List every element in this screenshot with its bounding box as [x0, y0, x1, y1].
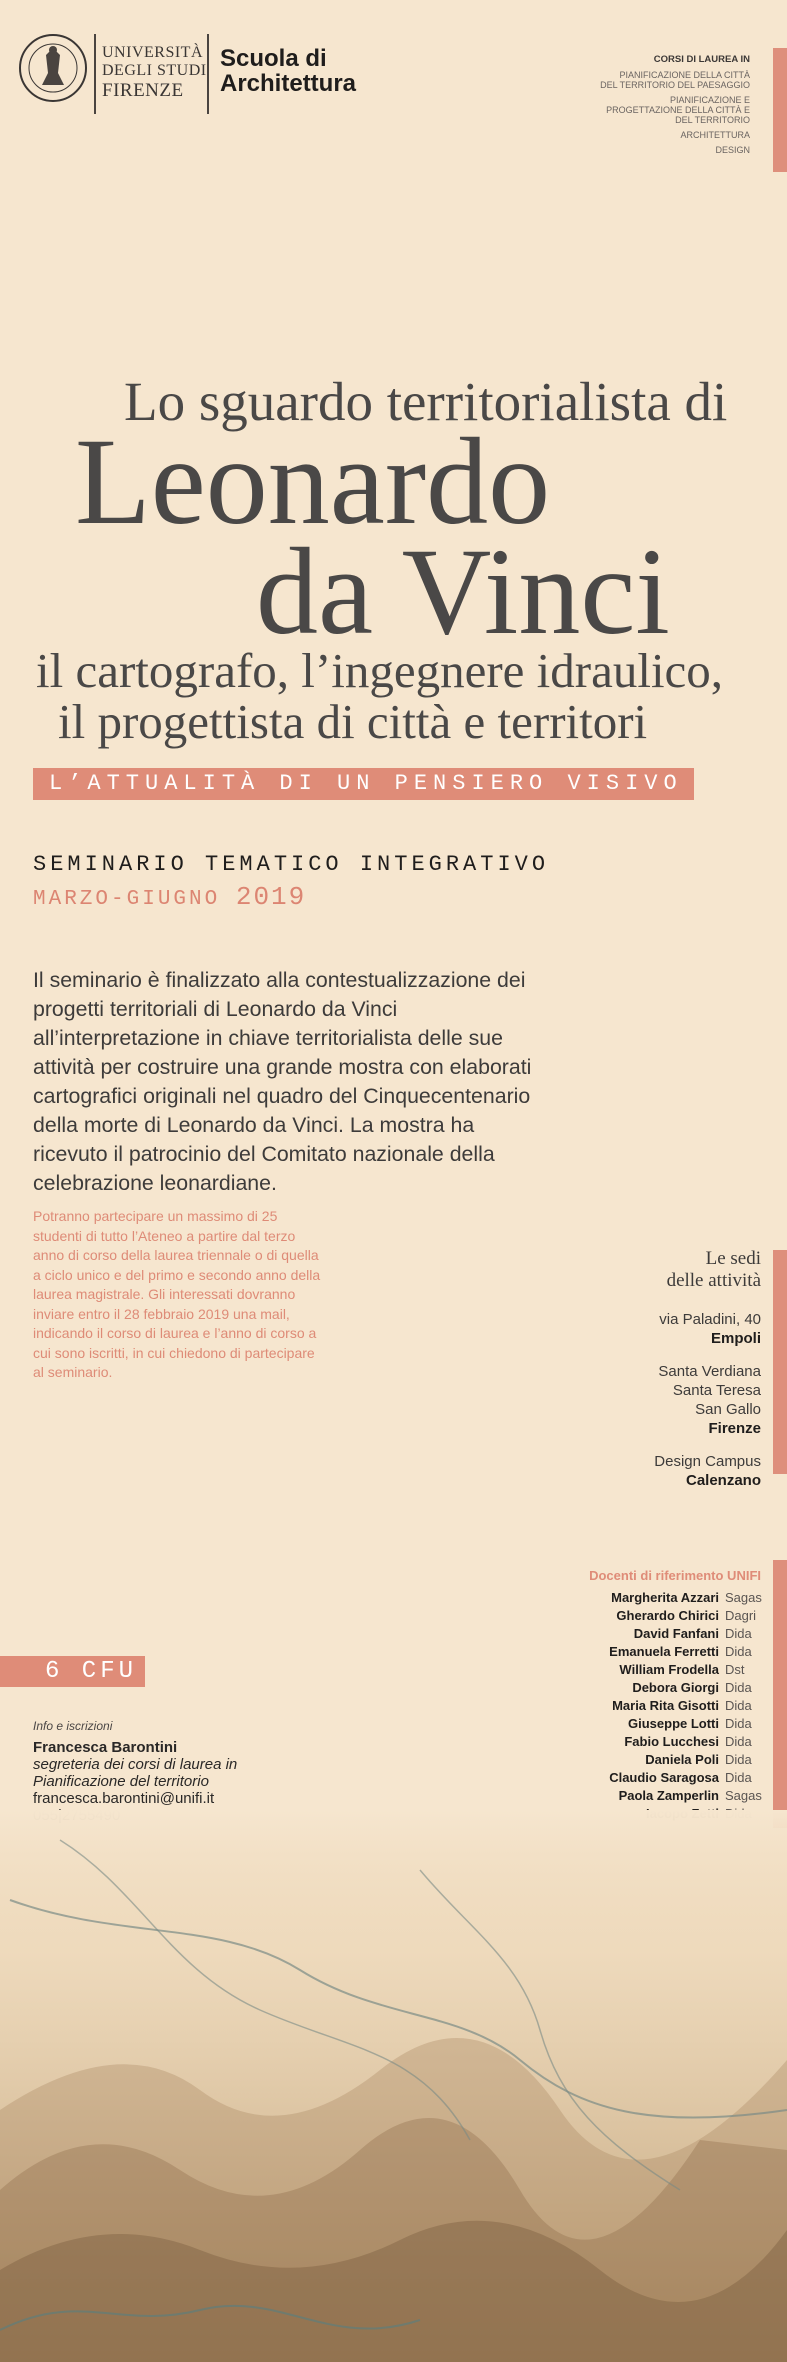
docente-row: Debora Giorgi Dida: [632, 1680, 752, 1695]
venue-group: Santa Verdiana Santa Teresa San Gallo Firenze: [658, 1363, 761, 1437]
course-item: ARCHITETTURA: [680, 130, 750, 140]
title-leonardo: Leonardo: [75, 413, 551, 550]
docente-row: Claudio Saragosa Dida: [609, 1770, 752, 1785]
accent-bar: [773, 1250, 787, 1474]
course-item: PIANIFICAZIONE DELLA CITTÀ DEL TERRITORIO DEL PAESAGGIO: [600, 70, 750, 90]
docente-row: Paola Zamperlin Sagas: [618, 1788, 762, 1803]
venues-title: Le sedi delle attività: [666, 1248, 761, 1291]
docente-row: Gherardo Chirici Dagri: [616, 1608, 757, 1623]
docente-row: Giuseppe Lotti Dida: [628, 1716, 752, 1731]
university-seal-logo: [18, 33, 88, 103]
info-contact: Info e iscrizioni Francesca Barontini segreteria dei corsi di laurea in Pianificazione del territorio francesca.barontini@unifi.it: [33, 1718, 237, 1824]
docenti-title: Docenti di riferimento UNIFI: [589, 1568, 761, 1583]
docente-row: William Frodella Dst: [619, 1662, 745, 1677]
course-item: DESIGN: [715, 145, 750, 155]
description: Il seminario è finalizzato alla contestualizzazione dei progetti territoriali di Leonardo da Vinci all’interpretazione in chiave territorialista delle sue attività per costruire una grande mostra con elaborati cartografici originali nel quadro del Cinquecentenario della morte di Leonardo da Vinci. La mostra ha ricevuto il patrocinio del Comitato nazionale della celebrazione leonardiane.: [33, 968, 532, 1195]
docente-row: Daniela Poli Dida: [645, 1752, 752, 1767]
leonardo-map-illustration: [0, 1810, 787, 2362]
docente-row: Fabio Lucchesi Dida: [624, 1734, 752, 1749]
docente-row: David Fanfani Dida: [633, 1626, 752, 1641]
tagline-banner: L’ATTUALITÀ DI UN PENSIERO VISIVO: [33, 768, 694, 800]
venue-group: via Paladini, 40 Empoli: [659, 1311, 761, 1347]
accent-bar: [773, 48, 787, 172]
title-line-1: Lo sguardo territorialista di: [124, 371, 728, 432]
venues: [561, 1248, 761, 1504]
subtitle-line-1: il cartografo, l’ingegnere idraulico,: [36, 643, 724, 698]
cfu-badge: 6 CFU: [0, 1656, 145, 1687]
docenti-list: [511, 1589, 761, 1823]
divider-line: [207, 34, 209, 114]
title-da-vinci: da Vinci: [256, 523, 670, 660]
accent-bar: [773, 1560, 787, 1828]
divider-line: [94, 34, 96, 114]
event-period: MARZO-GIUGNO 2019: [33, 882, 307, 912]
course-item: PIANIFICAZIONE E PROGETTAZIONE DELLA CITTÀ E DEL TERRITORIO: [606, 95, 750, 125]
participation-note: Potranno partecipare un massimo di 25 studenti di tutto l’Ateneo a partire dal terzo anno di corso della laurea triennale o di quella a ciclo unico e del primo e secondo anno della laurea magistrale. Gli interessati dovranno inviare entro il 28 febbraio 2019 una mail, indicando il corso di laurea e l’anno di corso a cui sono iscritti, in cui chiedono di partecipare al seminario.: [33, 1208, 321, 1380]
docente-row: Maria Rita Gisotti Dida: [612, 1698, 752, 1713]
venue-group: Design Campus Calenzano: [654, 1453, 761, 1489]
event-type: SEMINARIO TEMATICO INTEGRATIVO: [33, 852, 550, 877]
docente-row: Emanuela Ferretti Dida: [609, 1644, 752, 1659]
school-name: Scuola di Architettura: [220, 45, 357, 97]
docente-row: Margherita Azzari Sagas: [611, 1590, 762, 1605]
subtitle-line-2: il progettista di città e territori: [58, 694, 648, 749]
email-text: francesca.barontini@unifi.it: [33, 1790, 215, 1807]
university-name: UNIVERSITÀ DEGLI STUDI FIRENZE: [102, 44, 207, 101]
courses-list: CORSI DI LAUREA IN PIANIFICAZIONE DELLA CITTÀ DEL TERRITORIO DEL PAESAGGIO PIANIFICAZIONE E PROGETTAZIONE DELLA CITTÀ E DEL TERRITORIO ARCHITETTURA DESIGN: [600, 54, 750, 155]
